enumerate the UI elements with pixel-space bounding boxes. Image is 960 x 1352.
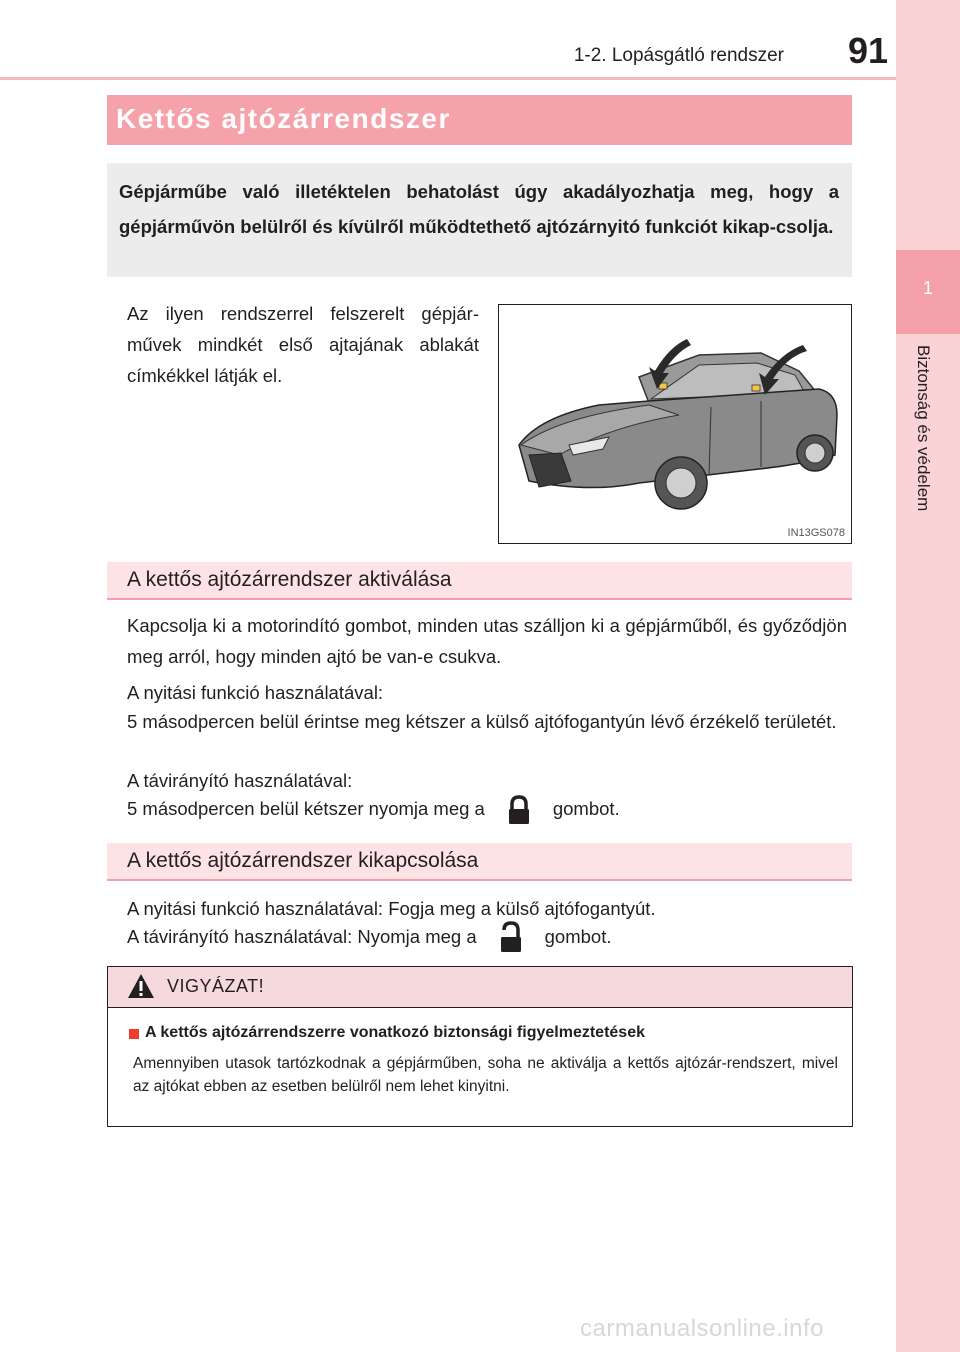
page-title: Kettős ajtózárrendszer [116,103,451,134]
activation-keyless-text: 5 másodpercen belül érintse meg kétszer a külső ajtófogantyún lévő érzékelő területét. [127,711,837,732]
activation-remote-label: A távirányító használatával: [127,770,353,791]
bullet-square-icon [129,1029,139,1039]
figure-description: Az ilyen rendszerrel felszerelt gépjár-művek mindkét első ajtajának ablakát címkékkel látják el. [127,303,479,386]
activation-remote-before: 5 másodpercen belül kétszer nyomja meg a [127,797,485,819]
watermark: carmanualsonline.info [580,1315,824,1342]
side-tab-strip [896,0,960,1352]
deactivation-remote-before: A távirányító használatával: Nyomja meg a [127,925,477,947]
unlock-icon [493,920,529,956]
intro-text: Gépjárműbe való illetéktelen behatolást úgy akadályozhatja meg, hogy a gépjárművön belülről és kívülről működtethető ajtózárnyitó funkciót kikap-csolja. [119,181,839,237]
activation-remote-after: gombot. [552,797,620,819]
activation-keyless-label: A nyitási funkció használatával: [127,682,384,703]
caution-box [107,966,853,1127]
caution-title: VIGYÁZAT! [167,976,265,996]
deactivation-keyless-text: A nyitási funkció használatával: Fogja meg a külső ajtófogantyút. [127,898,656,919]
chapter-number: 1 [922,278,933,298]
page-number: 91 [847,30,888,71]
chapter-title: Biztonság és védelem [914,345,933,512]
deactivation-remote-text [127,920,847,956]
caution-subheading: A kettős ajtózárrendszerre vonatkozó biztonsági figyelmeztetések [145,1024,645,1041]
deactivation-heading: A kettős ajtózárrendszer kikapcsolása [127,849,479,872]
lock-icon [501,792,537,828]
activation-paragraph: Kapcsolja ki a motorindító gombot, minden utas szálljon ki a gépjárműből, és győződjön meg arról, hogy minden ajtó be van-e csukva. [127,615,847,667]
section-label: 1-2. Lopásgátló rendszer [573,45,784,66]
caution-body: Amennyiben utasok tartózkodnak a gépjárműben, soha ne aktiválja a kettős ajtózár-rendszert, mivel az ajtókat ebben az esetben belülről nem lehet kinyitni. [133,1055,838,1095]
warning-icon [127,973,155,999]
activation-remote-text [127,792,847,828]
car-illustration [498,304,852,544]
figure-code: IN13GS078 [787,527,845,539]
car-drawing [499,305,851,543]
header-rule [0,77,896,80]
activation-heading: A kettős ajtózárrendszer aktiválása [127,568,452,591]
deactivation-remote-after: gombot. [544,925,612,947]
